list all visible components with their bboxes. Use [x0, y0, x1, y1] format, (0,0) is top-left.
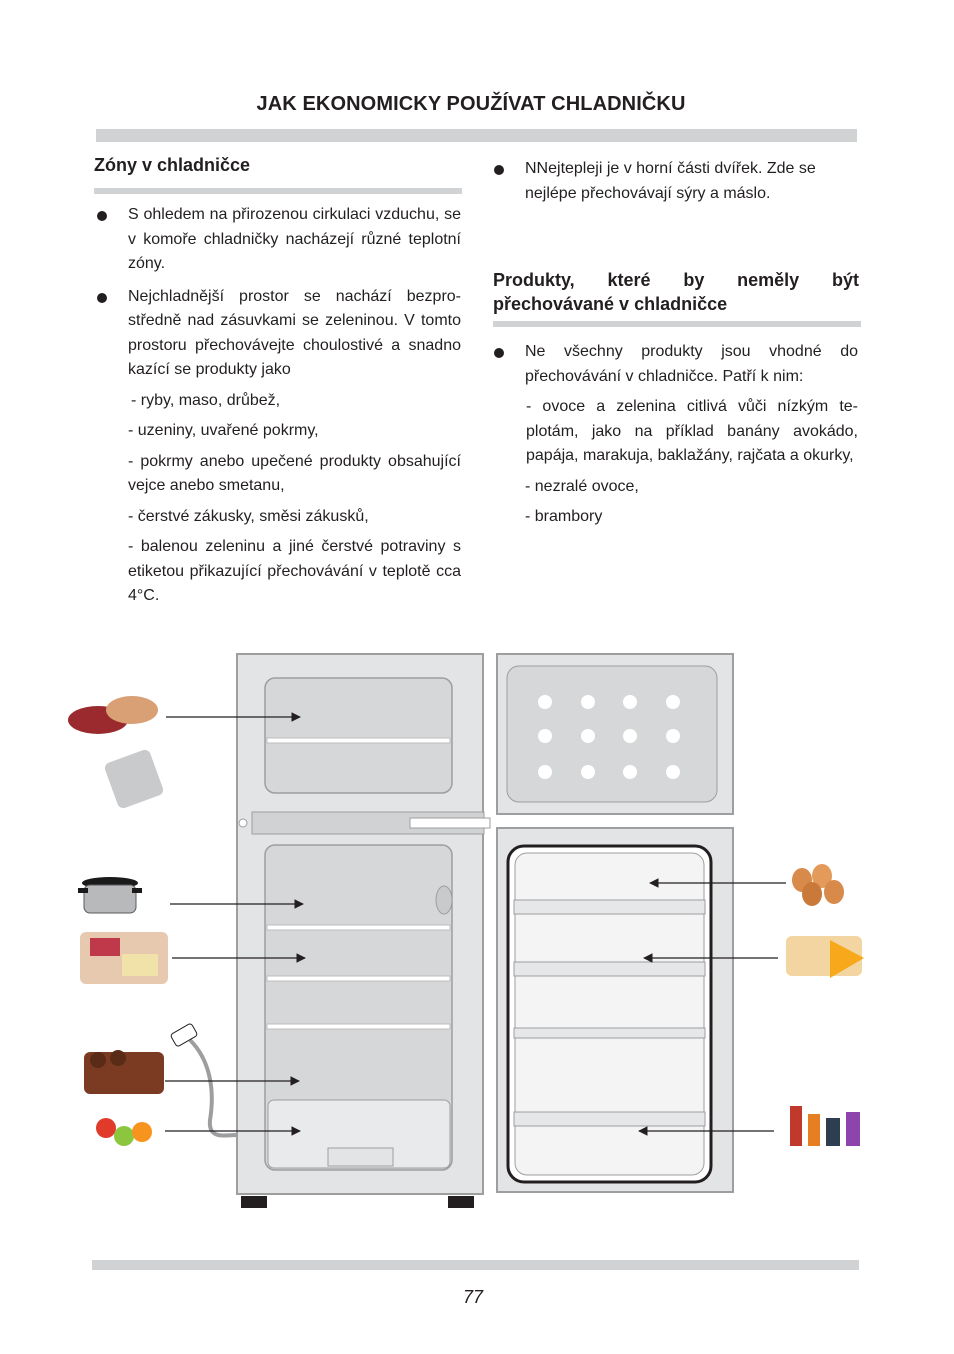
section-rule-zones — [94, 188, 462, 194]
page-title: JAK EKONOMICKY POUŽÍVAT CHLADNIČKU — [256, 93, 686, 115]
right-column-top — [491, 157, 858, 206]
right-column — [491, 340, 858, 530]
section-heading-zones: Zóny v chladničce — [94, 155, 251, 175]
list-item: - uzeniny, uvařené pokrmy, — [128, 422, 319, 439]
fridge-cabinet — [237, 654, 490, 1208]
freezer-door — [497, 654, 733, 814]
list-item: - ryby, maso, drůbež, — [131, 391, 281, 409]
cooking-pot-icon — [78, 877, 142, 913]
fridge-illustration — [60, 640, 870, 1220]
packaged-food-icon — [80, 932, 168, 984]
eggs-icon — [792, 864, 844, 906]
page-number: 77 — [462, 1287, 484, 1307]
bullet-not-suitable: Ne všechny produkty jsou vhodné do přechovávání v chladničce. Patří k nim: — [491, 340, 858, 389]
list-item: - nezralé ovoce, — [525, 477, 639, 495]
title-rule — [96, 129, 857, 142]
section-heading-not-in-fridge: Produkty, které by neměly být přechovávané v chladničce — [493, 270, 859, 314]
list-item: - pokrmy anebo upečené produkty obsahující vejce anebo smetanu, — [128, 452, 461, 494]
bullet-circulation: S ohledem na přirozenou cirkulaci vzduchu, se v komoře chladničky nacházejí různé teplotní zóny. — [94, 203, 461, 277]
sausages-icon — [84, 1050, 164, 1094]
egg-tray-icon — [103, 748, 165, 810]
cheese-butter-icon — [786, 936, 864, 978]
bullet-coldest: Nejchladnější prostor se nachází bezprostředně nad zásuvkami se zeleninou. V tomto prostoru přechovávejte choulostivé a snadno kazící se produkty jako — [94, 285, 461, 383]
power-plug-icon — [170, 1023, 237, 1136]
footer-rule — [92, 1260, 859, 1270]
list-item: - balenou zeleninu a jiné čerstvé potraviny s etiketou přikazující přechovávání v teplotě cca 4°C. — [128, 538, 461, 604]
list-item: - ovoce a zelenina citlivá vůči nízkým teplotám, jako na příklad banány avokádo, papája, marakuja, baklažány, rajčata a okurky, — [526, 398, 858, 464]
bullet-warmest: NNejtepleji je v horní části dvířek. Zde se nejlépe přechovávají sýry a máslo. — [491, 157, 858, 206]
left-column — [94, 203, 461, 609]
section-rule-not-in-fridge — [493, 321, 861, 327]
list-item: - brambory — [525, 508, 603, 525]
list-item: - čerstvé zákusky, směsi zákusků, — [128, 507, 369, 525]
fruit-icon — [96, 1118, 152, 1146]
meat-poultry-icon — [68, 696, 158, 734]
bottles-jars-icon — [790, 1106, 860, 1146]
